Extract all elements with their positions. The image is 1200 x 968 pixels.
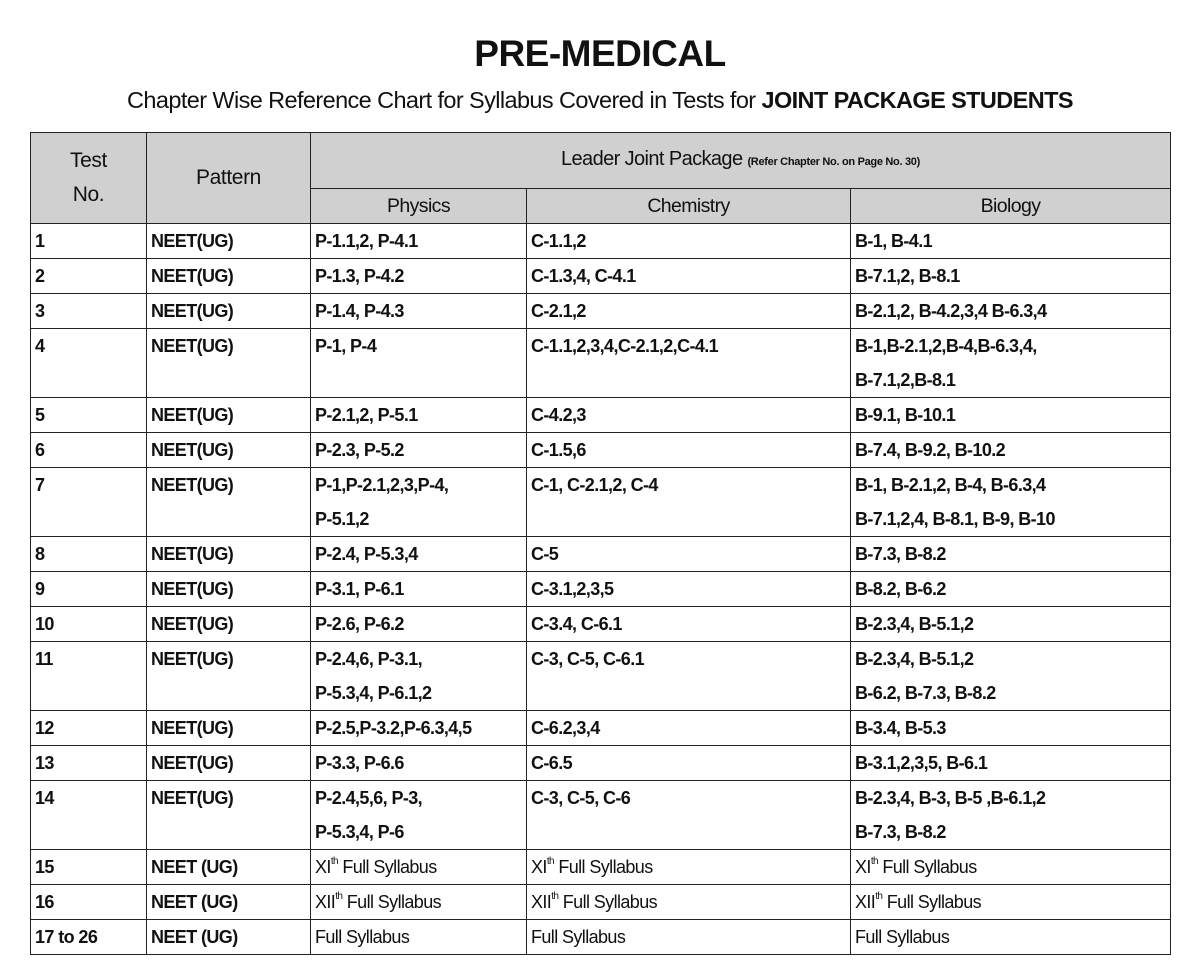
chemistry-cell xyxy=(527,398,851,433)
test-number-cell: 10 xyxy=(31,607,147,642)
header-pattern: Pattern xyxy=(147,133,311,224)
header-biology: Biology xyxy=(851,189,1171,224)
table-row xyxy=(31,746,1171,781)
biology-cell-line: B-7.3, B-8.2 xyxy=(855,544,946,564)
chemistry-cell-line: C-3.1,2,3,5 xyxy=(531,579,614,599)
biology-cell-line: B-2.3,4, B-5.1,2 xyxy=(855,614,974,634)
pattern-cell: NEET(UG) xyxy=(147,746,311,781)
biology-cell xyxy=(851,294,1171,329)
pattern-cell: NEET (UG) xyxy=(147,885,311,920)
biology-cell-line: B-2.1,2, B-4.2,3,4 B-6.3,4 xyxy=(855,301,1047,321)
physics-cell xyxy=(311,607,527,642)
class-level: XII xyxy=(531,892,552,912)
physics-cell xyxy=(311,572,527,607)
syllabus-label: Full Syllabus xyxy=(342,892,442,912)
reference-chart-table xyxy=(30,132,1171,955)
test-number-cell: 5 xyxy=(31,398,147,433)
physics-cell xyxy=(311,746,527,781)
biology-cell-line: B-1, B-4.1 xyxy=(855,231,933,251)
biology-cell-line: B-7.1,2, B-8.1 xyxy=(855,266,960,286)
chemistry-cell xyxy=(527,294,851,329)
physics-cell xyxy=(311,781,527,850)
chemistry-cell-line: C-1, C-2.1,2, C-4 xyxy=(531,475,658,495)
chemistry-cell xyxy=(527,259,851,294)
class-level: XII xyxy=(855,892,876,912)
test-number-cell: 8 xyxy=(31,537,147,572)
table-row xyxy=(31,642,1171,711)
table-row xyxy=(31,537,1171,572)
chemistry-cell-line: C-2.1,2 xyxy=(531,301,586,321)
table-row xyxy=(31,885,1171,920)
test-number-cell: 17 to 26 xyxy=(31,920,147,955)
biology-cell xyxy=(851,711,1171,746)
chemistry-cell-line: C-3.4, C-6.1 xyxy=(531,614,622,634)
test-number-cell: 11 xyxy=(31,642,147,711)
test-number-cell: 7 xyxy=(31,468,147,537)
physics-cell xyxy=(311,294,527,329)
chemistry-cell-line: C-1.1,2,3,4,C-2.1,2,C-4.1 xyxy=(531,336,719,356)
physics-cell-line: P-2.4,5,6, P-3, xyxy=(315,788,423,808)
test-number-cell: 1 xyxy=(31,224,147,259)
chemistry-cell-line: C-3, C-5, C-6 xyxy=(531,788,631,808)
chemistry-cell-line: C-6.2,3,4 xyxy=(531,718,600,738)
test-number-cell: 3 xyxy=(31,294,147,329)
class-level: XII xyxy=(315,892,336,912)
biology-cell xyxy=(851,850,1171,885)
physics-cell xyxy=(311,329,527,398)
table-row xyxy=(31,259,1171,294)
biology-cell xyxy=(851,224,1171,259)
biology-cell xyxy=(851,259,1171,294)
chemistry-cell xyxy=(527,850,851,885)
table-row xyxy=(31,781,1171,850)
physics-cell-line: P-2.1,2, P-5.1 xyxy=(315,405,418,425)
table-row xyxy=(31,294,1171,329)
biology-cell xyxy=(851,537,1171,572)
class-level-suffix: th xyxy=(335,891,343,902)
physics-cell-line: P-5.3,4, P-6 xyxy=(315,822,404,842)
test-number-cell: 2 xyxy=(31,259,147,294)
physics-cell-line: P-1,P-2.1,2,3,P-4, xyxy=(315,475,449,495)
physics-cell-line: P-1.3, P-4.2 xyxy=(315,266,404,286)
chemistry-cell-line: C-1.1,2 xyxy=(531,231,586,251)
biology-cell: Full Syllabus xyxy=(851,920,1171,955)
test-number-cell: 15 xyxy=(31,850,147,885)
chemistry-cell-line: C-1.5,6 xyxy=(531,440,586,460)
class-level: XI xyxy=(531,857,547,877)
chemistry-cell xyxy=(527,329,851,398)
biology-cell-line: B-7.1,2,4, B-8.1, B-9, B-10 xyxy=(855,509,1055,529)
chemistry-cell: Full Syllabus xyxy=(527,920,851,955)
page-title: PRE-MEDICAL xyxy=(474,33,726,74)
table-row xyxy=(31,329,1171,398)
table-row xyxy=(31,607,1171,642)
physics-cell xyxy=(311,433,527,468)
table-row xyxy=(31,433,1171,468)
chemistry-cell-line: C-4.2,3 xyxy=(531,405,586,425)
biology-cell-line: B-1,B-2.1,2,B-4,B-6.3,4, xyxy=(855,336,1037,356)
physics-cell xyxy=(311,468,527,537)
physics-cell xyxy=(311,642,527,711)
class-level-suffix: th xyxy=(551,891,559,902)
physics-cell-line: P-5.3,4, P-6.1,2 xyxy=(315,683,432,703)
biology-cell-line: B-3.1,2,3,5, B-6.1 xyxy=(855,753,988,773)
chemistry-cell xyxy=(527,642,851,711)
physics-cell xyxy=(311,885,527,920)
physics-cell-line: P-2.4,6, P-3.1, xyxy=(315,649,423,669)
pattern-cell: NEET (UG) xyxy=(147,850,311,885)
syllabus-label: Full Syllabus xyxy=(337,857,437,877)
header-physics: Physics xyxy=(311,189,527,224)
class-level: XI xyxy=(855,857,871,877)
biology-cell xyxy=(851,781,1171,850)
physics-cell-line: P-2.5,P-3.2,P-6.3,4,5 xyxy=(315,718,472,738)
biology-cell-line: B-7.4, B-9.2, B-10.2 xyxy=(855,440,1006,460)
chemistry-cell xyxy=(527,468,851,537)
subtitle-emphasis: JOINT PACKAGE STUDENTS xyxy=(761,87,1073,113)
physics-cell-line: P-1, P-4 xyxy=(315,336,377,356)
physics-cell: Full Syllabus xyxy=(311,920,527,955)
physics-cell-line: P-2.4, P-5.3,4 xyxy=(315,544,418,564)
class-level-suffix: th xyxy=(870,856,878,867)
pattern-cell: NEET(UG) xyxy=(147,398,311,433)
table-row xyxy=(31,920,1171,955)
header-test-no-label: Test No. xyxy=(70,149,107,206)
physics-cell xyxy=(311,259,527,294)
biology-cell xyxy=(851,746,1171,781)
test-number-cell: 16 xyxy=(31,885,147,920)
biology-cell-line: B-2.3,4, B-3, B-5 ,B-6.1,2 xyxy=(855,788,1046,808)
header-package xyxy=(311,133,1171,189)
table-row xyxy=(31,398,1171,433)
test-number-cell: 12 xyxy=(31,711,147,746)
physics-cell-line: P-3.1, P-6.1 xyxy=(315,579,404,599)
test-number-cell: 6 xyxy=(31,433,147,468)
table-row xyxy=(31,572,1171,607)
chemistry-cell xyxy=(527,433,851,468)
header-chemistry: Chemistry xyxy=(527,189,851,224)
physics-cell xyxy=(311,398,527,433)
chemistry-cell-line: C-5 xyxy=(531,544,559,564)
chemistry-cell-line: C-1.3,4, C-4.1 xyxy=(531,266,636,286)
physics-cell-line: P-3.3, P-6.6 xyxy=(315,753,404,773)
biology-cell xyxy=(851,642,1171,711)
syllabus-label: Full Syllabus xyxy=(877,857,977,877)
biology-cell-line: B-7.1,2,B-8.1 xyxy=(855,370,956,390)
physics-cell-line: P-5.1,2 xyxy=(315,509,369,529)
pattern-cell: NEET(UG) xyxy=(147,642,311,711)
chemistry-cell xyxy=(527,746,851,781)
table-row xyxy=(31,850,1171,885)
package-note: (Refer Chapter No. on Page No. 30) xyxy=(747,156,920,168)
test-number-cell: 9 xyxy=(31,572,147,607)
test-number-cell: 14 xyxy=(31,781,147,850)
class-level-suffix: th xyxy=(875,891,883,902)
physics-cell xyxy=(311,850,527,885)
pattern-cell: NEET(UG) xyxy=(147,537,311,572)
pattern-cell: NEET(UG) xyxy=(147,572,311,607)
pattern-cell: NEET(UG) xyxy=(147,224,311,259)
chemistry-cell xyxy=(527,885,851,920)
pattern-cell: NEET(UG) xyxy=(147,329,311,398)
class-level: XI xyxy=(315,857,331,877)
chemistry-cell xyxy=(527,711,851,746)
header-test-no xyxy=(31,133,147,224)
biology-cell-line: B-3.4, B-5.3 xyxy=(855,718,946,738)
biology-cell-line: B-6.2, B-7.3, B-8.2 xyxy=(855,683,996,703)
chemistry-cell-line: C-6.5 xyxy=(531,753,573,773)
biology-cell xyxy=(851,433,1171,468)
chart-body xyxy=(31,224,1171,955)
physics-cell-line: P-2.6, P-6.2 xyxy=(315,614,404,634)
biology-cell xyxy=(851,572,1171,607)
test-number-cell: 4 xyxy=(31,329,147,398)
pattern-cell: NEET(UG) xyxy=(147,259,311,294)
biology-cell xyxy=(851,329,1171,398)
biology-cell-line: B-7.3, B-8.2 xyxy=(855,822,946,842)
table-row xyxy=(31,711,1171,746)
syllabus-label: Full Syllabus xyxy=(553,857,653,877)
page-subtitle xyxy=(0,84,1200,116)
biology-cell xyxy=(851,468,1171,537)
chemistry-cell xyxy=(527,781,851,850)
package-title: Leader Joint Package xyxy=(561,148,743,170)
biology-cell-line: B-2.3,4, B-5.1,2 xyxy=(855,649,974,669)
subtitle-text: Chapter Wise Reference Chart for Syllabus Covered in Tests for xyxy=(127,87,762,113)
syllabus-label: Full Syllabus xyxy=(558,892,658,912)
biology-cell xyxy=(851,885,1171,920)
chemistry-cell xyxy=(527,607,851,642)
chemistry-cell xyxy=(527,572,851,607)
biology-cell-line: B-8.2, B-6.2 xyxy=(855,579,946,599)
biology-cell xyxy=(851,398,1171,433)
physics-cell xyxy=(311,711,527,746)
chemistry-cell xyxy=(527,224,851,259)
biology-cell xyxy=(851,607,1171,642)
table-row xyxy=(31,224,1171,259)
biology-cell-line: B-1, B-2.1,2, B-4, B-6.3,4 xyxy=(855,475,1046,495)
pattern-cell: NEET(UG) xyxy=(147,711,311,746)
physics-cell xyxy=(311,537,527,572)
physics-cell-line: P-2.3, P-5.2 xyxy=(315,440,404,460)
class-level-suffix: th xyxy=(330,856,338,867)
pattern-cell: NEET(UG) xyxy=(147,468,311,537)
pattern-cell: NEET(UG) xyxy=(147,607,311,642)
pattern-cell: NEET(UG) xyxy=(147,433,311,468)
test-number-cell: 13 xyxy=(31,746,147,781)
pattern-cell: NEET(UG) xyxy=(147,294,311,329)
chemistry-cell-line: C-3, C-5, C-6.1 xyxy=(531,649,645,669)
physics-cell-line: P-1.4, P-4.3 xyxy=(315,301,404,321)
table-row xyxy=(31,468,1171,537)
physics-cell-line: P-1.1,2, P-4.1 xyxy=(315,231,418,251)
physics-cell xyxy=(311,224,527,259)
pattern-cell: NEET (UG) xyxy=(147,920,311,955)
biology-cell-line: B-9.1, B-10.1 xyxy=(855,405,956,425)
class-level-suffix: th xyxy=(546,856,554,867)
syllabus-label: Full Syllabus xyxy=(882,892,982,912)
chemistry-cell xyxy=(527,537,851,572)
pattern-cell: NEET(UG) xyxy=(147,781,311,850)
